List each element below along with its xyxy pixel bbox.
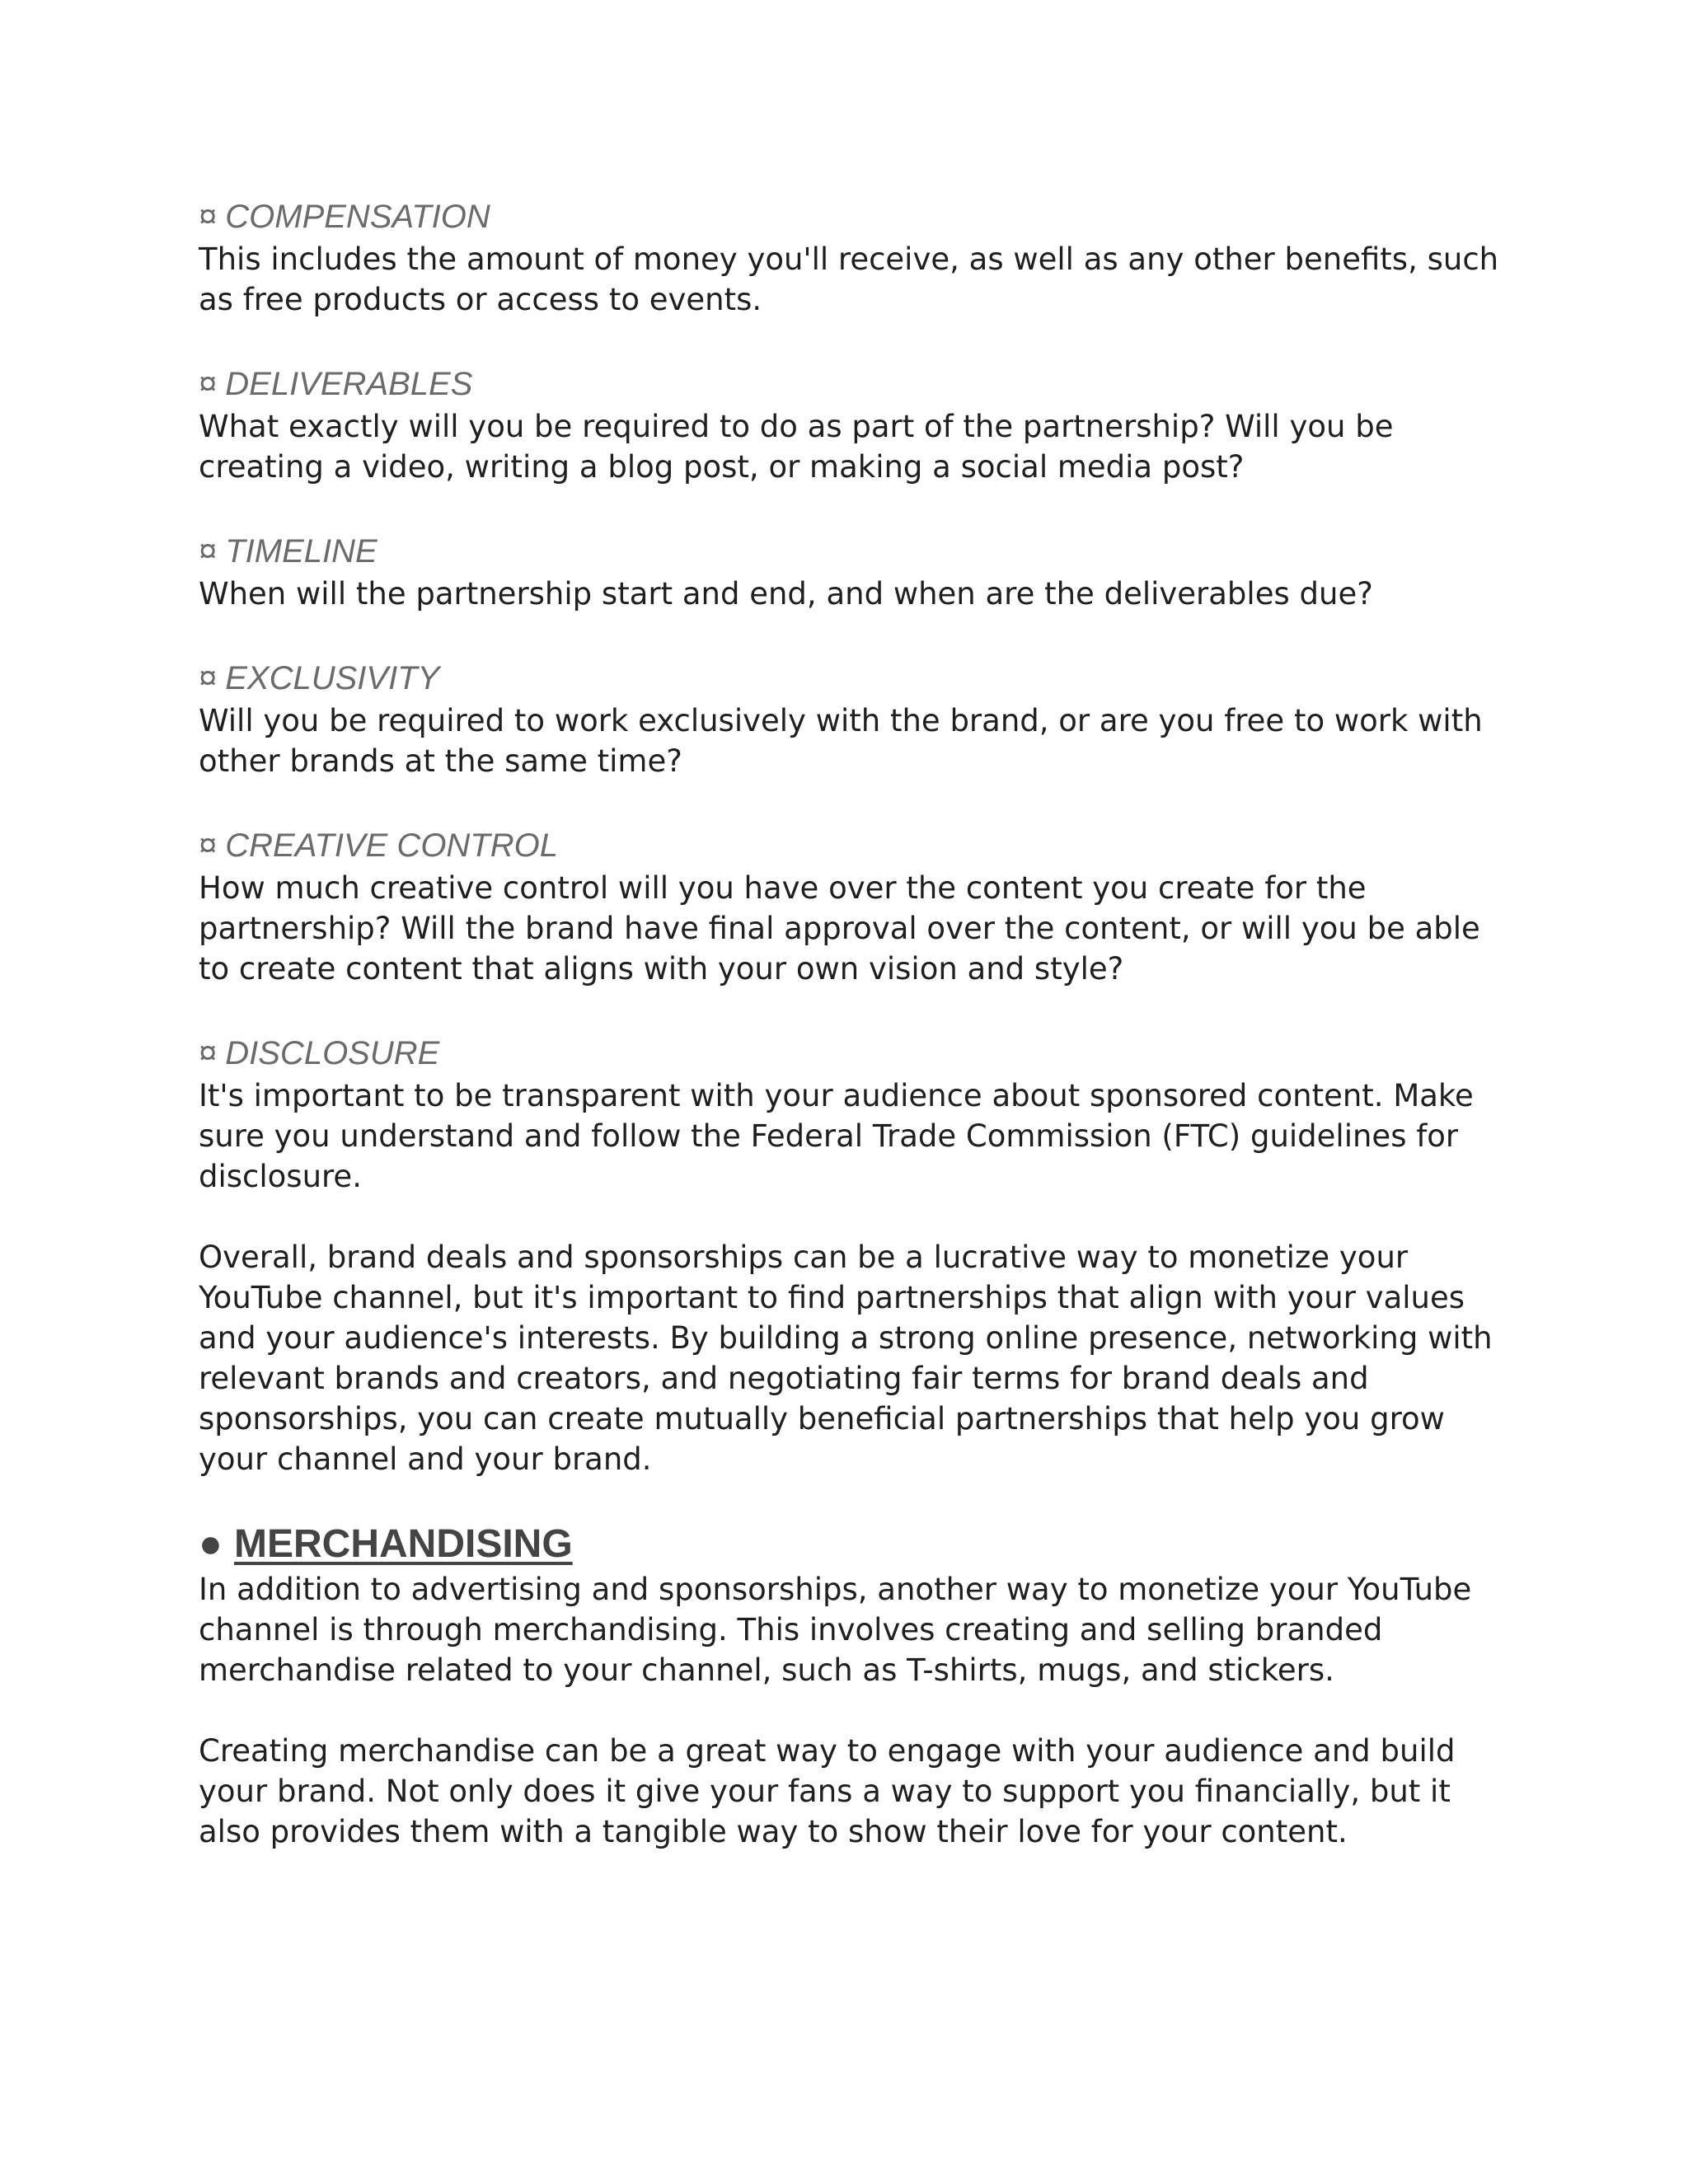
term-heading — [199, 823, 1517, 868]
term-label: DELIVERABLES — [225, 366, 473, 402]
section-disclosure — [199, 1031, 1517, 1197]
term-description: When will the partnership start and end, and when are the deliverables due? — [199, 576, 1373, 612]
document-page — [199, 194, 1517, 1852]
term-label: COMPENSATION — [225, 199, 490, 235]
term-label: CREATIVE CONTROL — [225, 827, 558, 864]
bullet-icon: ● — [199, 1522, 223, 1566]
term-label: EXCLUSIVITY — [225, 660, 440, 696]
overall-paragraph: Overall, brand deals and sponsorships can be a lucrative way to monetize your YouTube channel, but it's important to find partnerships that align with your values and your audience's interests. By building a strong online presence, networking with relevant brands and creators, and negotiating fair terms for brand deals and sponsorships, you can create mutually beneficial partnerships that help you grow your channel and your brand. — [199, 1240, 1493, 1477]
term-label: DISCLOSURE — [225, 1035, 440, 1071]
term-heading — [199, 656, 1517, 701]
section-creative-control — [199, 823, 1517, 989]
section-heading — [199, 1520, 1517, 1569]
section-exclusivity — [199, 656, 1517, 781]
term-description: This includes the amount of money you'll receive, as well as any other benefits, such as free products or access to events. — [199, 241, 1499, 317]
section-timeline — [199, 529, 1517, 614]
section-deliverables — [199, 362, 1517, 487]
currency-sign-bullet: ¤ — [199, 827, 218, 864]
term-label: TIMELINE — [225, 533, 377, 569]
term-heading — [199, 1031, 1517, 1076]
merch-paragraph-2: Creating merchandise can be a great way to engage with your audience and build your brand. Not only does it give your fans a way to support you financially, but it also provides them with a tangible way to show their love for your content. — [199, 1733, 1456, 1849]
section-compensation — [199, 194, 1517, 320]
term-description: What exactly will you be required to do as part of the partnership? Will you be creating a video, writing a blog post, or making a social media post? — [199, 409, 1394, 485]
term-description: Will you be required to work exclusively with the brand, or are you free to work with other brands at the same time? — [199, 703, 1483, 779]
section-merchandising — [199, 1520, 1517, 1852]
heading-label: MERCHANDISING — [234, 1522, 573, 1566]
currency-sign-bullet: ¤ — [199, 199, 218, 235]
term-description: It's important to be transparent with your audience about sponsored content. Make sure you understand and follow the Federal Trade Commission (FTC) guidelines for disclosure. — [199, 1078, 1474, 1194]
term-heading — [199, 194, 1517, 239]
currency-sign-bullet: ¤ — [199, 533, 218, 569]
term-heading — [199, 362, 1517, 406]
merch-paragraph-1: In addition to advertising and sponsorships, another way to monetize your YouTube channel is through merchandising. This involves creating and selling branded merchandise related to your channel, such as T-shirts, mugs, and stickers. — [199, 1572, 1472, 1688]
currency-sign-bullet: ¤ — [199, 366, 218, 402]
term-description: How much creative control will you have over the content you create for the partnership? Will the brand have final approval over the content, or will you be able to create content that aligns with your own vision and style? — [199, 870, 1480, 987]
term-heading — [199, 529, 1517, 574]
currency-sign-bullet: ¤ — [199, 1035, 218, 1071]
currency-sign-bullet: ¤ — [199, 660, 218, 696]
